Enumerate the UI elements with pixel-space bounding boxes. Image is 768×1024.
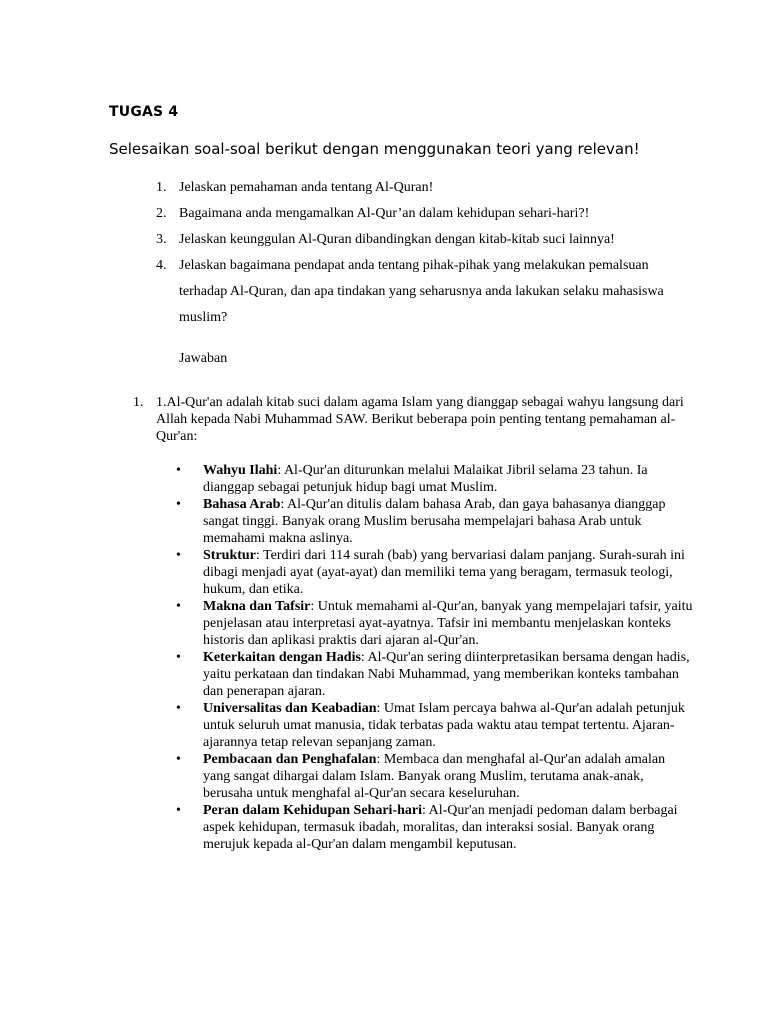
- point-text: : Terdiri dari 114 surah (bab) yang bervariasi dalam panjang. Surah-surah ini dibagi menjadi ayat (ayat-ayat) dan memiliki tema yang beragam, termasuk teologi, hukum, dan etika.: [203, 548, 685, 597]
- point-term: Wahyu Ilahi: [203, 463, 278, 478]
- point-term: Universalitas dan Keabadian: [203, 701, 377, 716]
- list-item: [156, 462, 693, 496]
- point-term: Peran dalam Kehidupan Sehari-hari: [203, 803, 422, 818]
- question-number: 2.: [156, 206, 167, 221]
- question-number: 1.: [156, 180, 167, 195]
- answer-item: [133, 394, 693, 853]
- bullet-icon: •: [176, 548, 181, 563]
- question-list: [156, 175, 676, 331]
- point-term: Struktur: [203, 548, 256, 563]
- question-text: Jelaskan bagaimana pendapat anda tentang pihak-pihak yang melakukan pemalsuan terhadap Al-Quran, dan apa tindakan yang seharusnya anda lakukan selaku mahasiswa muslim?: [179, 258, 664, 325]
- question-item: [156, 253, 676, 331]
- question-number: 3.: [156, 232, 167, 247]
- answer-intro: 1.Al-Qur'an adalah kitab suci dalam agama Islam yang dianggap sebagai wahyu langsung dari Allah kepada Nabi Muhammad SAW. Berikut beberapa poin penting tentang pemahaman al-Qur'an:: [156, 395, 684, 444]
- question-item: [156, 175, 676, 201]
- question-item: [156, 227, 676, 253]
- point-term: Makna dan Tafsir: [203, 599, 311, 614]
- bullet-icon: •: [176, 463, 181, 478]
- question-text: Jelaskan pemahaman anda tentang Al-Quran!: [179, 180, 434, 195]
- point-text: : Untuk memahami al-Qur'an, banyak yang mempelajari tafsir, yaitu penjelasan atau interpretasi ayat-ayatnya. Tafsir ini membantu menjelaskan konteks historis dan aplikasi praktis dari ajaran al-Qur'an.: [203, 599, 693, 648]
- answer-points: [156, 462, 693, 853]
- answer-heading: Jawaban: [179, 351, 228, 366]
- list-item: [156, 751, 693, 802]
- instruction-text: Selesaikan soal-soal berikut dengan menggunakan teori yang relevan!: [109, 140, 640, 158]
- answer-section: [133, 394, 693, 853]
- list-item: [156, 496, 693, 547]
- bullet-icon: •: [176, 599, 181, 614]
- page-title: TUGAS 4: [109, 104, 179, 120]
- bullet-icon: •: [176, 650, 181, 665]
- point-text: : Membaca dan menghafal al-Qur'an adalah amalan yang sangat dihargai dalam Islam. Banyak orang Muslim, terutama anak-anak, berusaha untuk menghafal al-Qur'an secara keseluruhan.: [203, 752, 666, 801]
- point-text: : Al-Qur'an diturunkan melalui Malaikat Jibril selama 23 tahun. Ia dianggap sebagai petunjuk hidup bagi umat Muslim.: [203, 463, 648, 495]
- point-text: : Umat Islam percaya bahwa al-Qur'an adalah petunjuk untuk seluruh umat manusia, tidak terbatas pada waktu atau tempat tertentu. Ajaran-ajarannya tetap relevan sepanjang zaman.: [203, 701, 685, 750]
- list-item: [156, 598, 693, 649]
- point-text: : Al-Qur'an sering diinterpretasikan bersama dengan hadis, yaitu perkataan dan tindakan Nabi Muhammad, yang memberikan konteks tambahan dan penerapan ajaran.: [203, 650, 690, 699]
- bullet-icon: •: [176, 701, 181, 716]
- question-text: Jelaskan keunggulan Al-Quran dibandingkan dengan kitab-kitab suci lainnya!: [179, 232, 615, 247]
- question-number: 4.: [156, 258, 167, 273]
- list-item: [156, 547, 693, 598]
- point-term: Pembacaan dan Penghafalan: [203, 752, 377, 767]
- point-text: : Al-Qur'an ditulis dalam bahasa Arab, dan gaya bahasanya dianggap sangat tinggi. Banyak orang Muslim berusaha mempelajari bahasa Arab untuk memahami makna aslinya.: [203, 497, 666, 546]
- point-text: : Al-Qur'an menjadi pedoman dalam berbagai aspek kehidupan, termasuk ibadah, moralitas, dan interaksi sosial. Banyak orang merujuk kepada al-Qur'an dalam mengambil keputusan.: [203, 803, 678, 852]
- point-term: Keterkaitan dengan Hadis: [203, 650, 361, 665]
- list-item: [156, 700, 693, 751]
- question-text: Bagaimana anda mengamalkan Al-Qur’an dalam kehidupan sehari-hari?!: [179, 206, 590, 221]
- bullet-icon: •: [176, 752, 181, 767]
- bullet-icon: •: [176, 497, 181, 512]
- list-item: [156, 802, 693, 853]
- answer-number: 1.: [133, 395, 144, 410]
- question-item: [156, 201, 676, 227]
- bullet-icon: •: [176, 803, 181, 818]
- list-item: [156, 649, 693, 700]
- point-term: Bahasa Arab: [203, 497, 281, 512]
